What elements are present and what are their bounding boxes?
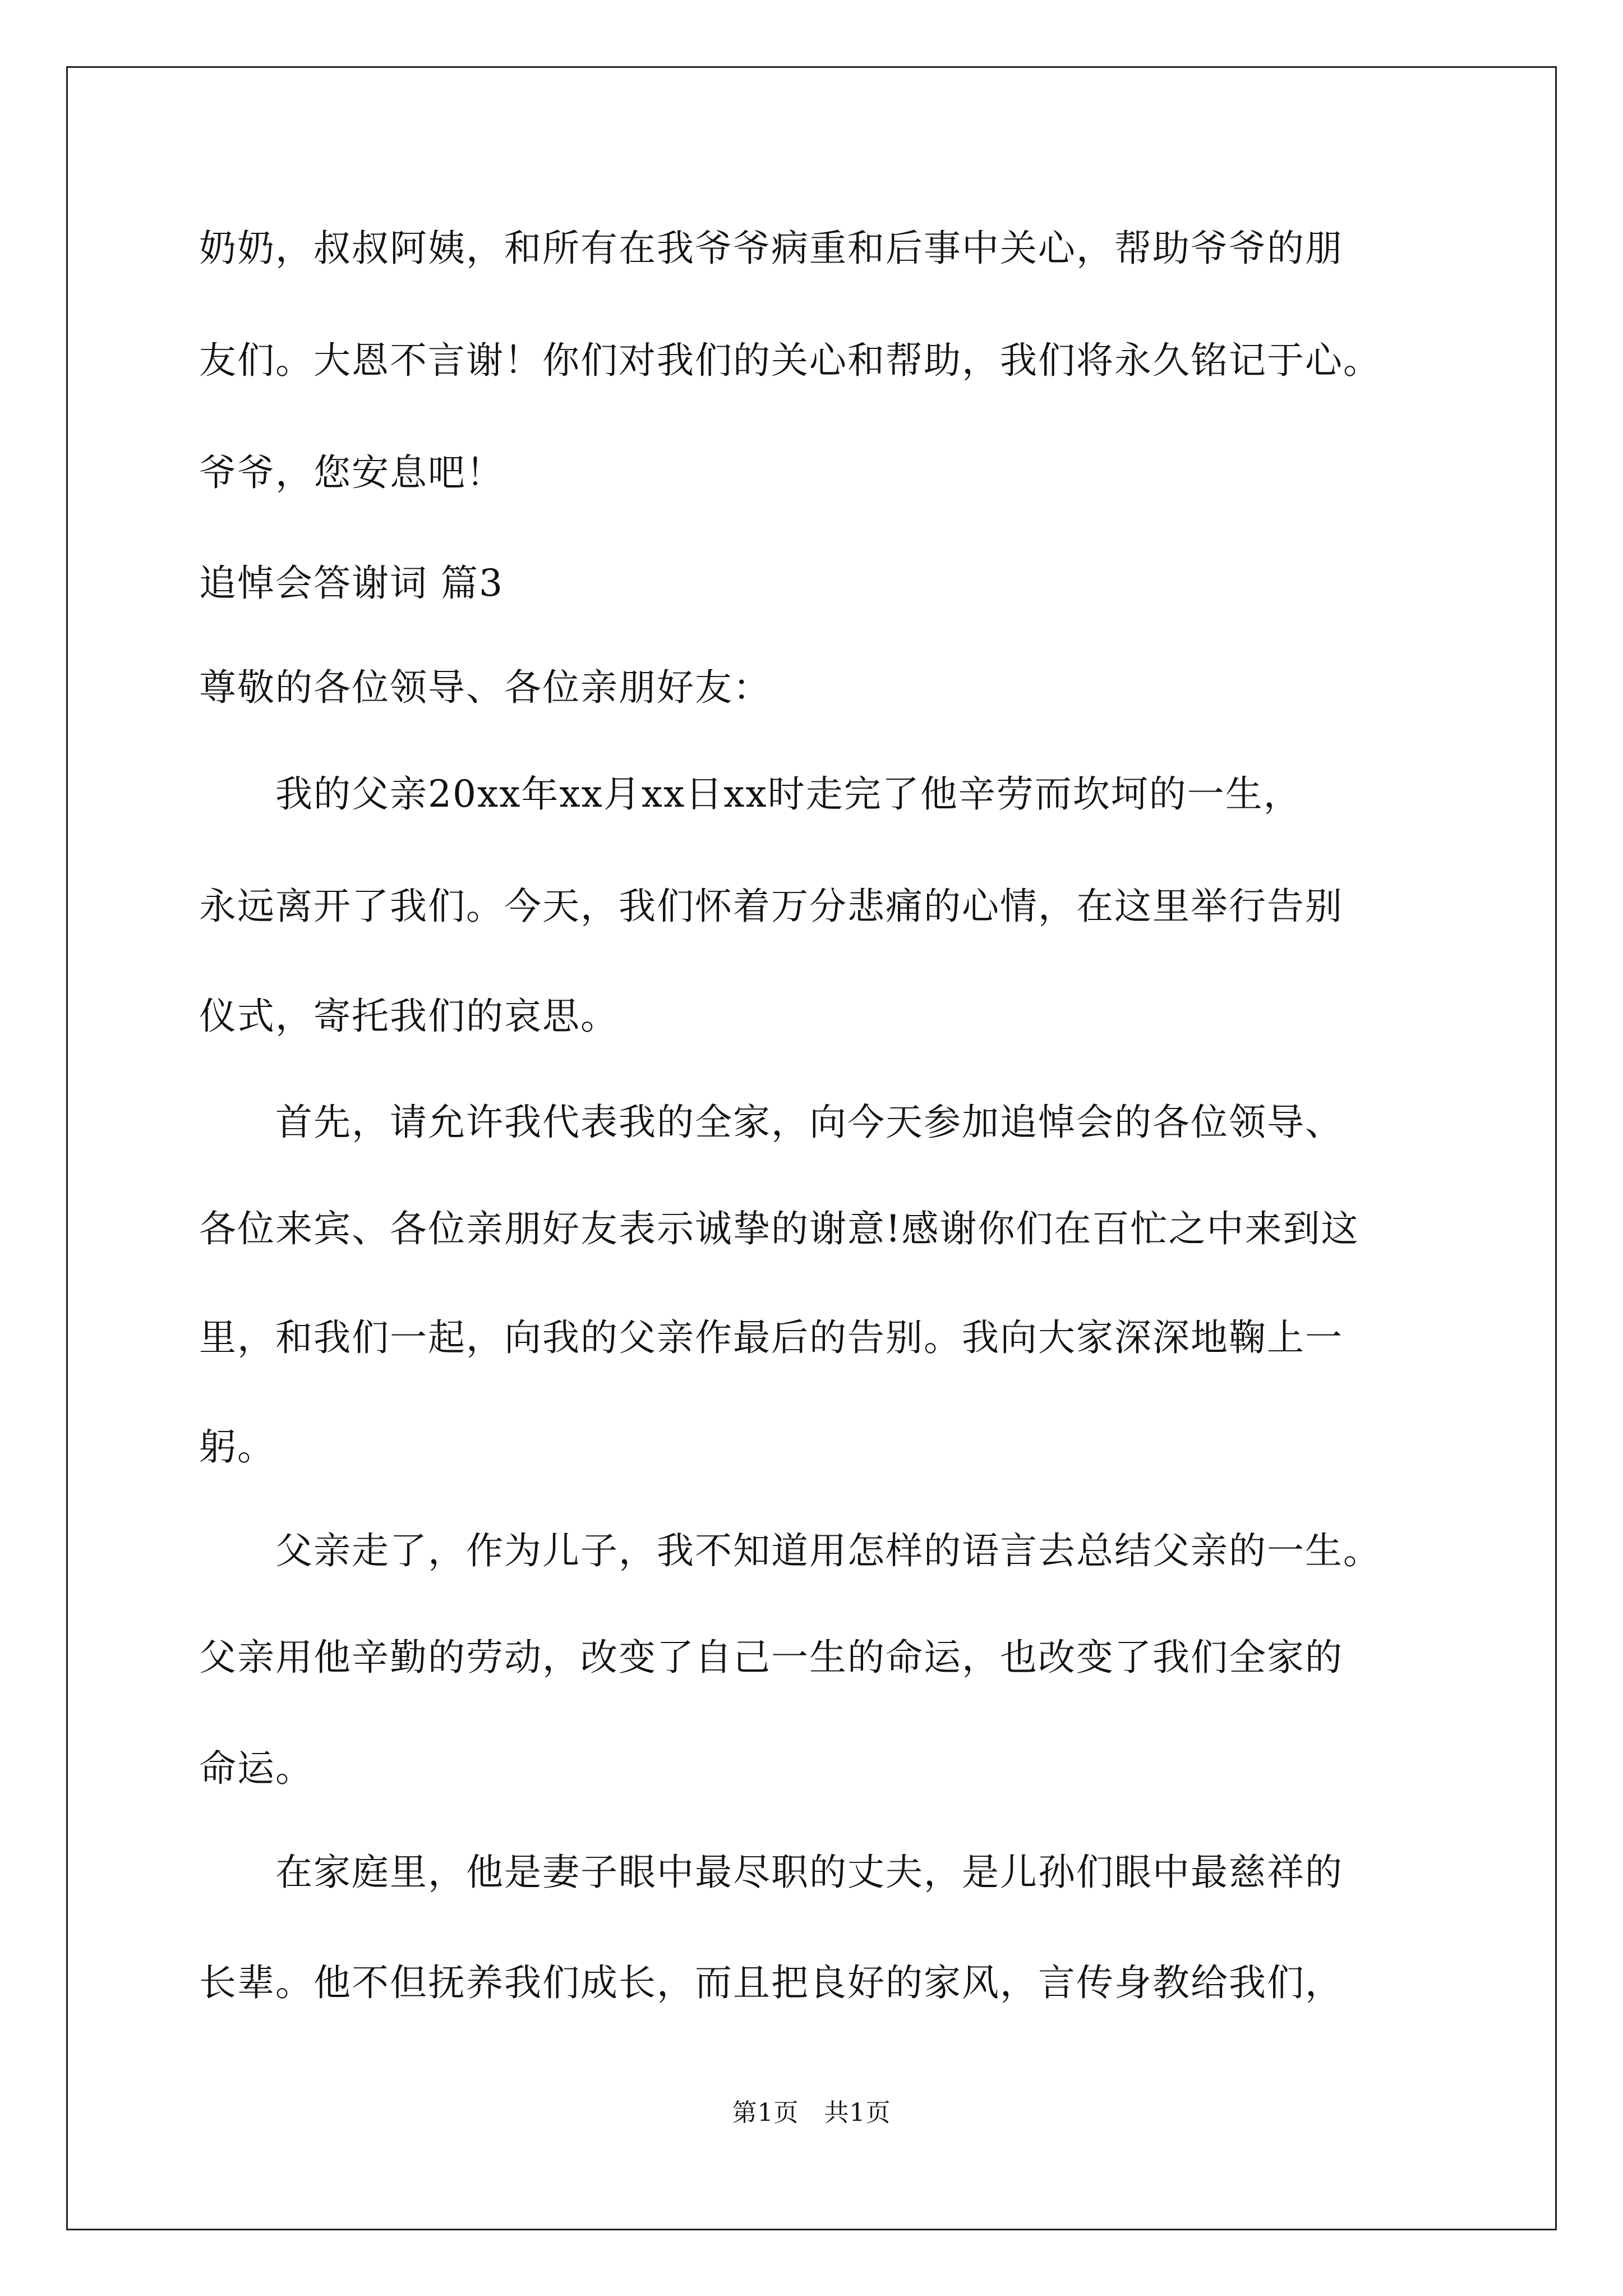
- text-line: 命运。: [199, 1747, 313, 1790]
- text-line: 在家庭里，他是妻子眼中最尽职的丈夫，是儿孙们眼中最慈祥的: [199, 1851, 1343, 1894]
- text-line: 首先，请允许我代表我的全家，向今天参加追悼会的各位领导、: [199, 1101, 1343, 1144]
- text-line: 父亲用他辛勤的劳动，改变了自己一生的命运，也改变了我们全家的: [199, 1636, 1343, 1679]
- text-line: 奶奶，叔叔阿姨，和所有在我爷爷病重和后事中关心，帮助爷爷的朋: [199, 227, 1343, 270]
- text-line: 我的父亲20xx年xx月xx日xx时走完了他辛劳而坎坷的一生，: [199, 772, 1302, 816]
- section-heading: 追悼会答谢词 篇3: [199, 562, 504, 605]
- page-border: [66, 66, 1557, 2230]
- text-line: 各位来宾、各位亲朋好友表示诚挚的谢意!感谢你们在百忙之中来到这: [199, 1207, 1359, 1250]
- text-line: 仪式，寄托我们的哀思。: [199, 995, 619, 1038]
- text-line: 躬。: [199, 1425, 275, 1469]
- salutation-line: 尊敬的各位领导、各位亲朋好友：: [199, 666, 771, 709]
- text-line: 长辈。他不但抚养我们成长，而且把良好的家风，言传身教给我们，: [199, 1961, 1343, 2004]
- text-line: 父亲走了，作为儿子，我不知道用怎样的语言去总结父亲的一生。: [199, 1529, 1381, 1572]
- text-line: 爷爷，您安息吧！: [199, 451, 504, 494]
- text-line: 永远离开了我们。今天，我们怀着万分悲痛的心情，在这里举行告别: [199, 885, 1343, 928]
- text-line: 友们。大恩不言谢！你们对我们的关心和帮助，我们将永久铭记于心。: [199, 339, 1381, 382]
- page-number-footer: 第1页 共1页: [732, 2099, 891, 2127]
- text-line: 里，和我们一起，向我的父亲作最后的告别。我向大家深深地鞠上一: [199, 1316, 1343, 1359]
